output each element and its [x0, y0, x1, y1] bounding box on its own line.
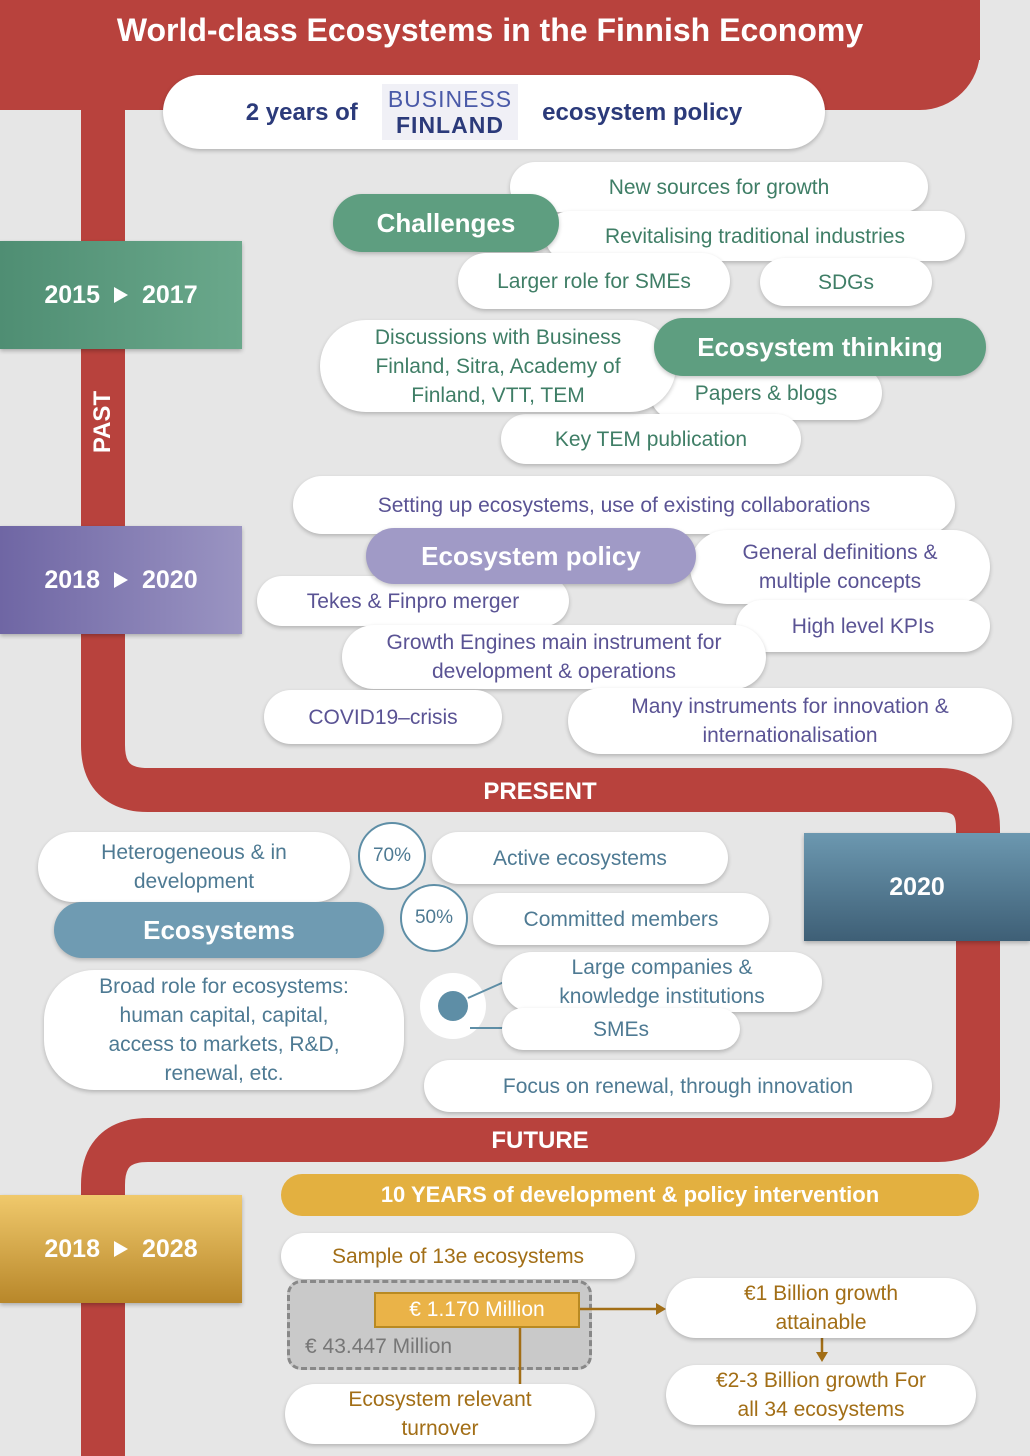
year-box-2018-2028	[0, 1195, 242, 1303]
page-title: World-class Ecosystems in the Finnish Economy	[116, 12, 864, 48]
year-from: 2018	[44, 1234, 100, 1263]
discussions: Discussions with Business Finland, Sitra, Academy of Finland, VTT, TEM	[320, 320, 676, 412]
one-billion-growth: €1 Billion growth attainable	[666, 1278, 976, 1338]
large-companies: Large companies & knowledge institutions	[502, 952, 822, 1012]
road-label-present: PRESENT	[483, 778, 597, 805]
covid-crisis: COVID19–crisis	[264, 690, 502, 744]
year-from: 2015	[44, 280, 100, 309]
high-level-kpis: High level KPIs	[736, 600, 990, 652]
ecosystem-policy-tag: Ecosystem policy	[366, 528, 696, 584]
ecosystem-thinking-tag: Ecosystem thinking	[654, 318, 986, 376]
year-2020: 2020	[889, 872, 945, 901]
logo-line-business: BUSINESS	[387, 86, 513, 112]
focus-renewal: Focus on renewal, through innovation	[424, 1060, 932, 1112]
subtitle-prefix: 2 years of	[245, 98, 358, 126]
pct-active-circle: 70%	[358, 822, 426, 890]
year-box-2018-2020	[0, 526, 242, 634]
arrow-right-icon	[114, 572, 128, 588]
road-label-past: PAST	[89, 390, 116, 454]
challenges-tag: Challenges	[333, 194, 559, 252]
two-three-billion-growth: €2-3 Billion growth For all 34 ecosystems	[666, 1365, 976, 1425]
challenge-smes: Larger role for SMEs	[458, 253, 730, 309]
year-from: 2018	[44, 565, 100, 594]
year-to: 2028	[142, 1234, 198, 1263]
sample-ecosystems: Sample of 13e ecosystems	[281, 1233, 635, 1279]
heterogeneous: Heterogeneous & in development	[38, 832, 350, 902]
active-ecosystems: Active ecosystems	[432, 832, 728, 884]
total-turnover-value: € 43.447 Million	[305, 1335, 453, 1358]
year-to: 2020	[142, 565, 198, 594]
year-to: 2017	[142, 280, 198, 309]
broad-role: Broad role for ecosystems: human capital, capital, access to markets, R&D, renewal, etc.	[44, 970, 404, 1090]
road-label-future: FUTURE	[491, 1127, 589, 1154]
committed-members: Committed members	[473, 893, 769, 945]
challenge-revitalising: Revitalising traditional industries	[545, 211, 965, 261]
setting-up-ecosystems: Setting up ecosystems, use of existing collaborations	[293, 476, 955, 534]
year-box-2020	[804, 833, 1030, 941]
relevant-turnover-label: Ecosystem relevant turnover	[285, 1384, 595, 1444]
ten-years-banner: 10 YEARS of development & policy intervention	[281, 1174, 979, 1216]
year-box-2015-2017	[0, 241, 242, 349]
papers-blogs: Papers & blogs	[650, 366, 882, 420]
general-definitions: General definitions & multiple concepts	[690, 530, 990, 604]
logo-line-finland: FINLAND	[396, 112, 504, 138]
ecosystems-tag: Ecosystems	[54, 902, 384, 958]
challenge-sdgs: SDGs	[760, 258, 932, 306]
pct-committed-circle: 50%	[400, 884, 468, 952]
growth-engines: Growth Engines main instrument for development & operations	[342, 625, 766, 689]
arrow-right-icon	[114, 1241, 128, 1257]
many-instruments: Many instruments for innovation & internationalisation	[568, 688, 1012, 754]
subtitle-suffix: ecosystem policy	[542, 98, 743, 126]
arrow-right-icon	[114, 287, 128, 303]
relevant-turnover-value: € 1.170 Million	[374, 1292, 580, 1328]
tekes-finpro-merger: Tekes & Finpro merger	[257, 576, 569, 626]
key-tem-publication: Key TEM publication	[501, 414, 801, 464]
subtitle-pill	[163, 75, 825, 149]
smes: SMEs	[502, 1008, 740, 1050]
challenge-new-sources: New sources for growth	[510, 162, 928, 212]
business-finland-logo	[382, 84, 518, 140]
